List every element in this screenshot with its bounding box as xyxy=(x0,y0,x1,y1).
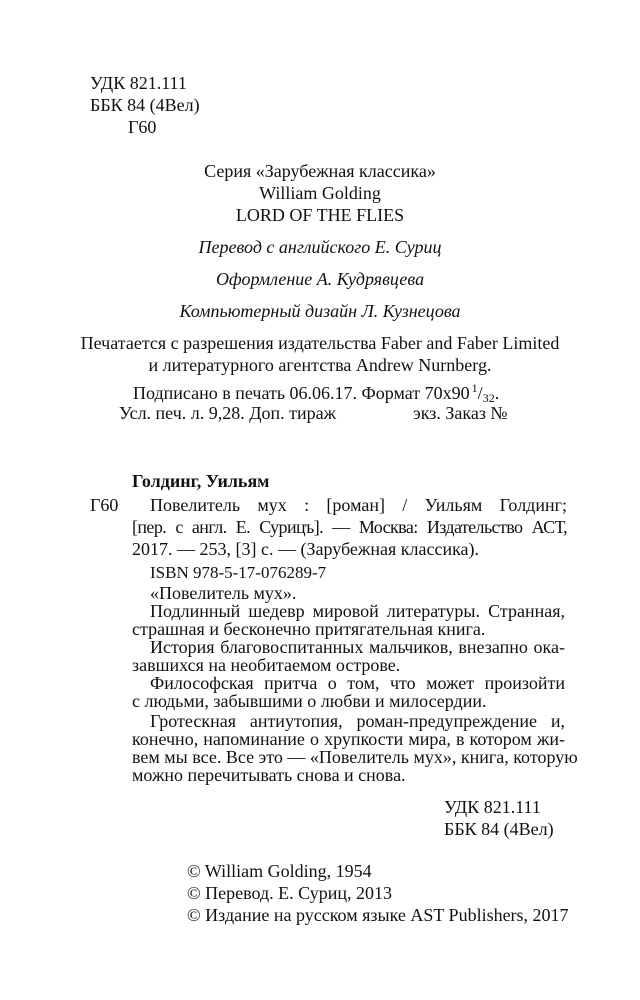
series-line: Серия «Зарубежная классика» xyxy=(204,161,436,181)
catalog-desc-line-2: [пер. с англ. Е. Сурицъ]. — Москва: Издательство АСТ, xyxy=(132,517,567,537)
catalog-desc-line-3: 2017. — 253, [3] с. — (Зарубежная классика). xyxy=(132,539,480,559)
catalog-heading: Голдинг, Уильям xyxy=(132,471,270,491)
computer-design-credit: Компьютерный дизайн Л. Кузнецова xyxy=(179,301,461,321)
print-signed-text: Подписано в печать 06.06.17. Формат 70x90 xyxy=(133,383,470,403)
isbn: ISBN 978-5-17-076289-7 xyxy=(150,563,327,582)
bbk-top: ББК 84 (4Вел) xyxy=(90,95,200,115)
copyright-author: © William Golding, 1954 xyxy=(187,861,372,881)
annotation-p3-line-2: с людьми, забывшими о любви и милосердии. xyxy=(132,691,487,711)
format-denominator: 32 xyxy=(482,391,495,405)
format-numerator: 1 xyxy=(471,381,478,395)
annotation-p2-line-2: завшихся на необитаемом острове. xyxy=(132,655,401,675)
print-sheets: Усл. печ. л. 9,28. Доп. тираж xyxy=(119,403,337,423)
udk-bottom: УДК 821.111 xyxy=(444,797,541,817)
print-order: экз. Заказ № xyxy=(413,403,508,423)
title-en: LORD OF THE FLIES xyxy=(235,205,405,225)
annotation-p3-line-1: Философская притча о том, что может произойти xyxy=(150,673,565,693)
print-signed-line: Подписано в печать 06.06.17. Формат 70x90 $^1/_{32}$. xyxy=(133,381,500,405)
permission-line-1: Печатается с разрешения издательства Faber and Faber Limited xyxy=(80,333,560,353)
author-mark-top: Г60 xyxy=(128,117,157,137)
author-en: William Golding xyxy=(259,183,381,203)
permission-line-2: и литературного агентства Andrew Nurnberg. xyxy=(148,355,492,375)
design-credit: Оформление А. Кудрявцева xyxy=(215,269,425,289)
annotation-p1-line-1: Подлинный шедевр мировой литературы. Странная, xyxy=(150,601,565,621)
translation-credit: Перевод с английского Е. Суриц xyxy=(198,237,442,257)
annotation-title: «Повелитель мух». xyxy=(150,583,297,603)
copyright-translation: © Перевод. Е. Суриц, 2013 xyxy=(187,883,392,903)
format-end: . xyxy=(494,383,500,403)
catalog-mark: Г60 xyxy=(90,495,119,515)
annotation-p4-line-4: можно перечитывать снова и снова. xyxy=(132,765,406,785)
annotation-p1-line-2: страшная и бесконечно притягательная книга. xyxy=(132,619,486,639)
annotation-p4-line-1: Гротескная антиутопия, роман-предупреждение и, xyxy=(150,711,565,731)
annotation-p2-line-1: История благовоспитанных мальчиков, внезапно ока- xyxy=(150,637,565,657)
copyright-edition: © Издание на русском языке AST Publishers, 2017 xyxy=(187,905,569,925)
bbk-bottom: ББК 84 (4Вел) xyxy=(444,819,554,839)
annotation-p4-line-2: конечно, напоминание о хрупкости мира, в котором жи- xyxy=(132,729,565,749)
annotation-p4-line-3: вем мы все. Все это — «Повелитель мух», книга, которую xyxy=(132,747,578,767)
catalog-desc-line-1: Повелитель мух : [роман] / Уильям Голдинг; xyxy=(150,495,567,515)
udk-top: УДК 821.111 xyxy=(90,73,187,93)
